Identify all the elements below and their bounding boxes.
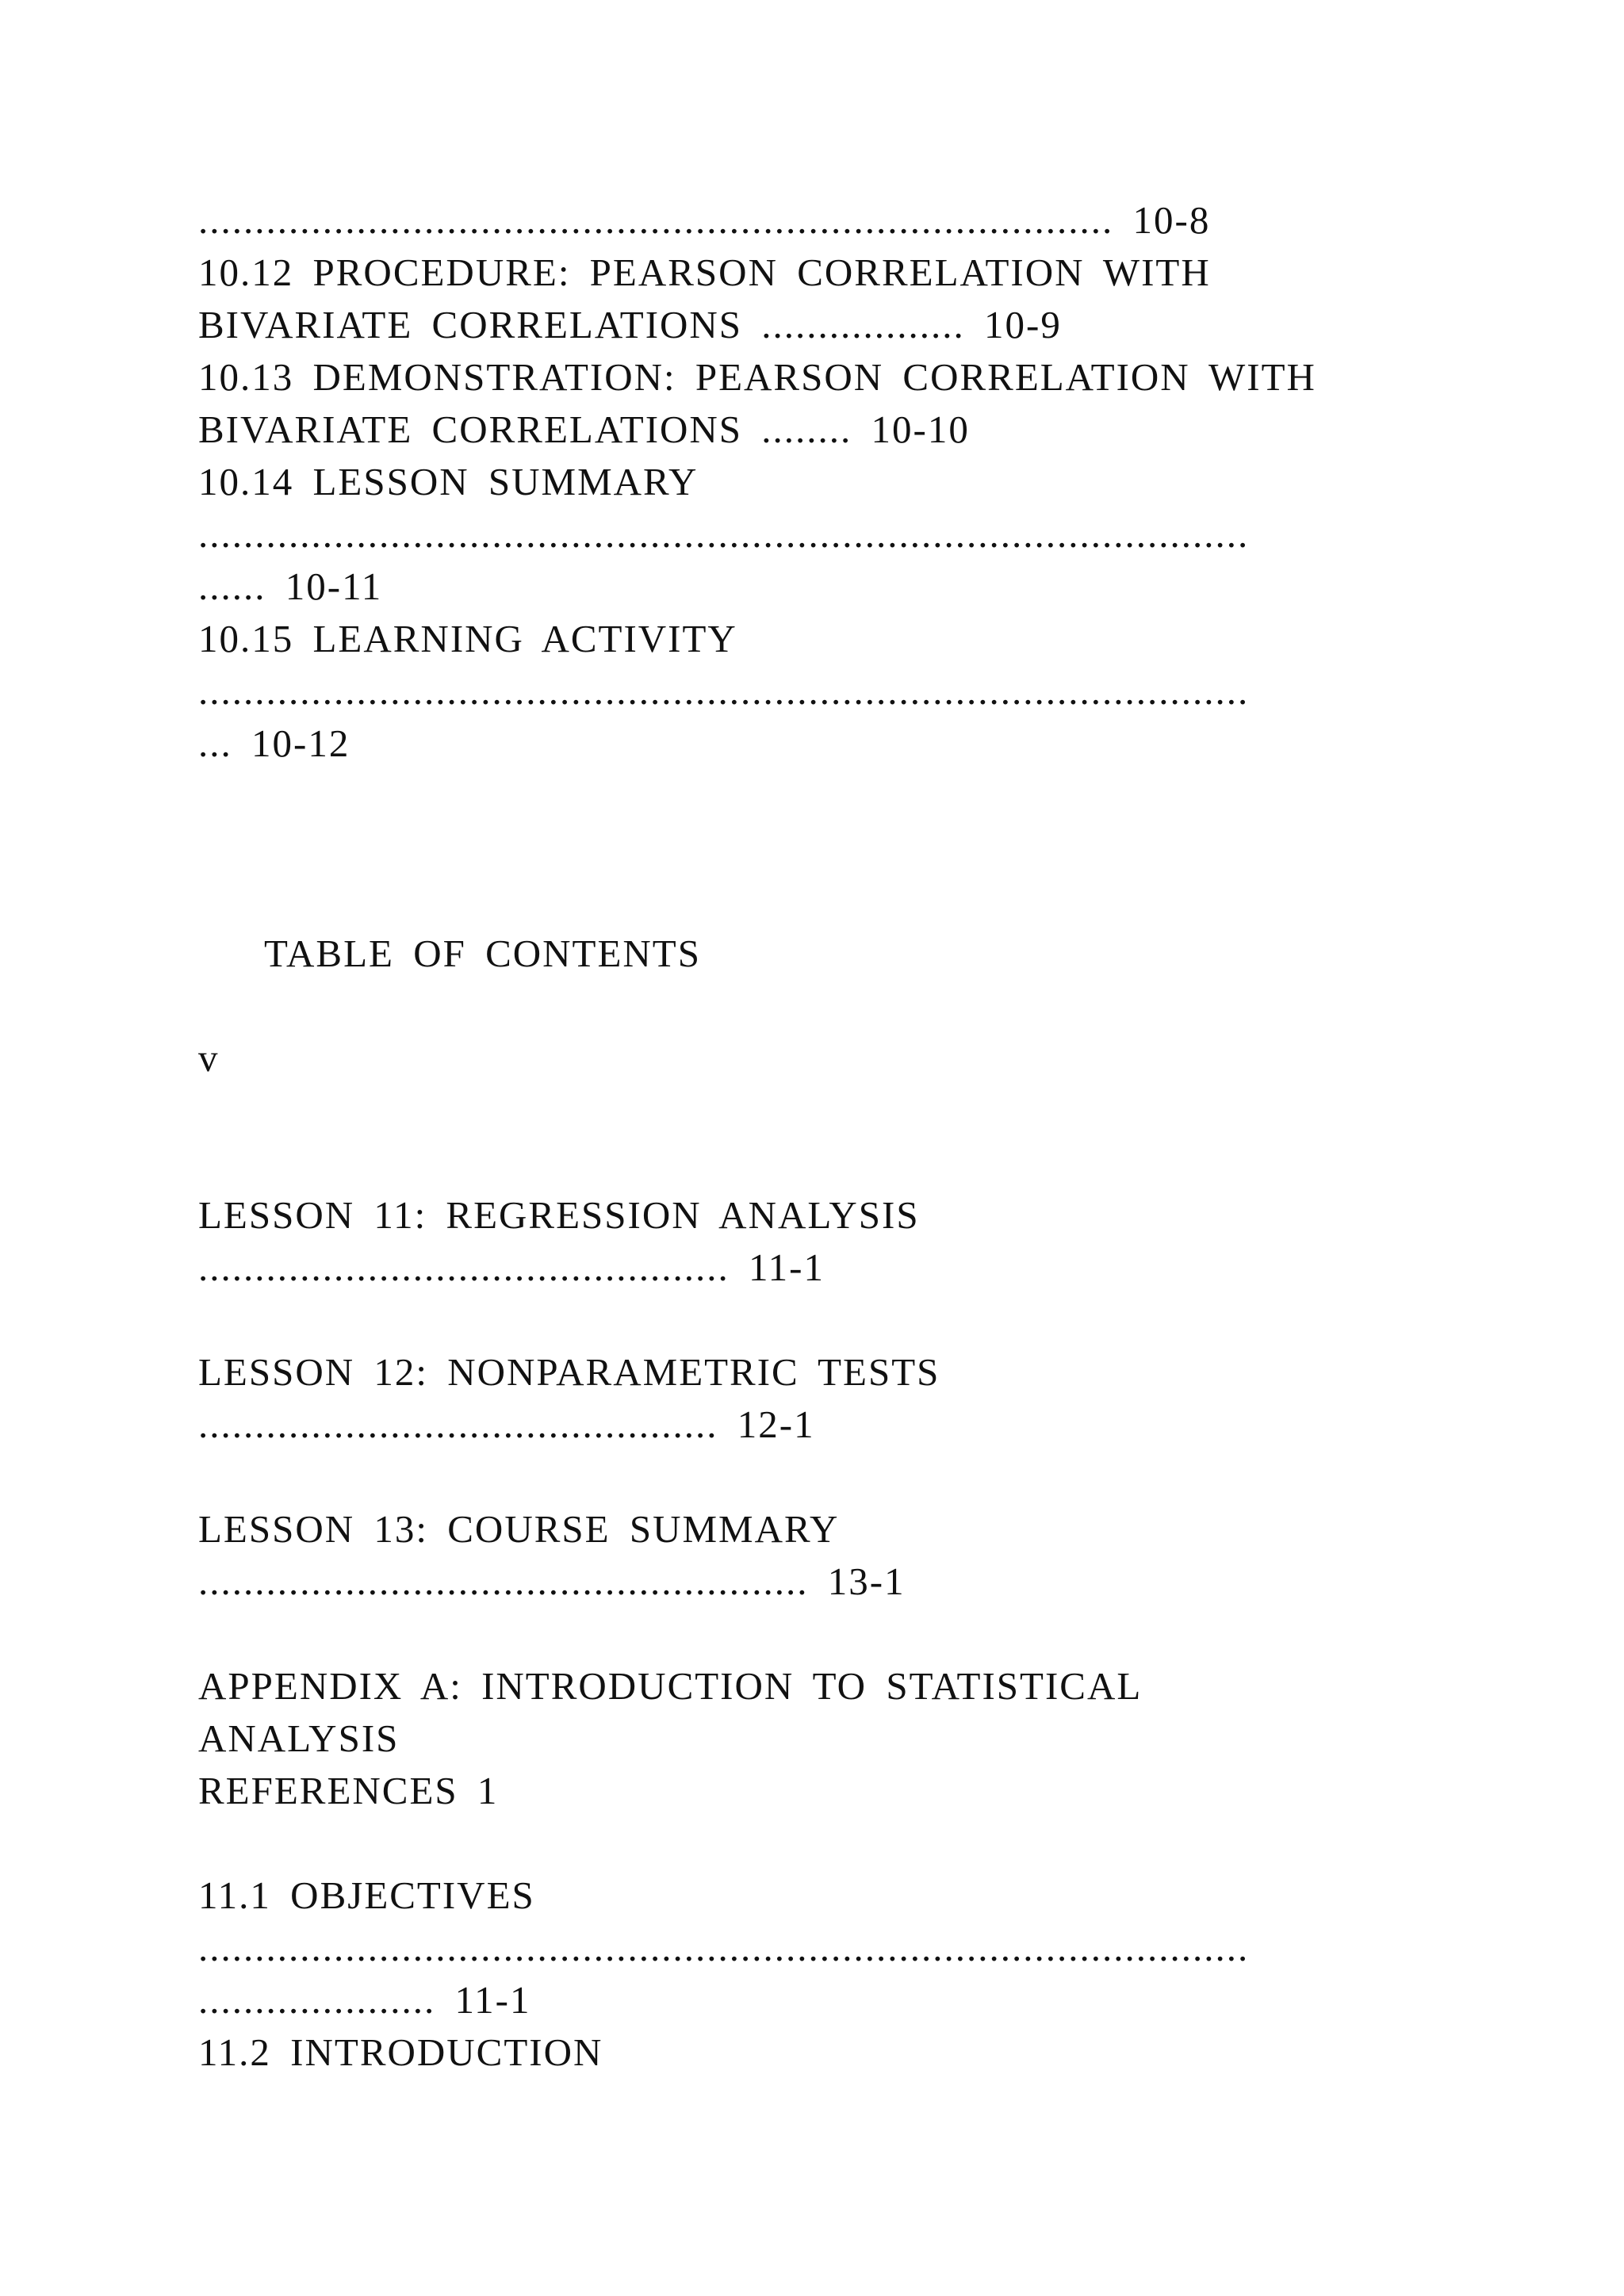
toc-leader-10-14: ............................................................................................. bbox=[198, 512, 1250, 556]
toc-leader-11-1: ............................................................................................. bbox=[198, 1926, 1250, 1969]
toc-page-10-15: ... 10-12 bbox=[198, 721, 350, 765]
toc-entry-10-14: 10.14 LESSON SUMMARY bbox=[198, 460, 699, 503]
toc-entry-10-15: 10.15 LEARNING ACTIVITY bbox=[198, 617, 737, 660]
toc-entry-lesson-11: LESSON 11: REGRESSION ANALYSIS bbox=[198, 1193, 920, 1237]
toc-entry-11-1: 11.1 OBJECTIVES bbox=[198, 1873, 535, 1917]
toc-page-10-14: ...... 10-11 bbox=[198, 564, 383, 608]
page-number: v bbox=[198, 1036, 220, 1080]
toc-entry-11-2: 11.2 INTRODUCTION bbox=[198, 2030, 603, 2074]
toc-leader-lesson-11: ............................................... 11-1 bbox=[198, 1246, 825, 1289]
toc-entry-references: REFERENCES 1 bbox=[198, 1769, 499, 1812]
toc-entry-appendix-a: APPENDIX A: INTRODUCTION TO STATISTICAL bbox=[198, 1664, 1143, 1708]
running-header: TABLE OF CONTENTS bbox=[264, 932, 701, 975]
toc-entry-10-13-cont: BIVARIATE CORRELATIONS ........ 10-10 bbox=[198, 408, 970, 451]
toc-leader-lesson-13: ...................................................... 13-1 bbox=[198, 1559, 906, 1603]
toc-page-11-1: ..................... 11-1 bbox=[198, 1978, 531, 2022]
toc-entry-appendix-a-cont: ANALYSIS bbox=[198, 1716, 400, 1760]
toc-entry-lesson-12: LESSON 12: NONPARAMETRIC TESTS bbox=[198, 1350, 940, 1394]
toc-entry-lesson-13: LESSON 13: COURSE SUMMARY bbox=[198, 1507, 840, 1551]
toc-entry-10-13: 10.13 DEMONSTRATION: PEARSON CORRELATION WITH bbox=[198, 355, 1316, 399]
toc-leader-10-15: ............................................................................................. bbox=[198, 669, 1250, 713]
toc-leader-lesson-12: .............................................. 12-1 bbox=[198, 1402, 815, 1446]
toc-entry-10-12-cont: BIVARIATE CORRELATIONS .................. 10-9 bbox=[198, 303, 1062, 346]
toc-entry-10-12: 10.12 PROCEDURE: PEARSON CORRELATION WITH bbox=[198, 251, 1211, 294]
toc-leader-10-11: ................................................................................. 10-8 bbox=[198, 198, 1211, 242]
